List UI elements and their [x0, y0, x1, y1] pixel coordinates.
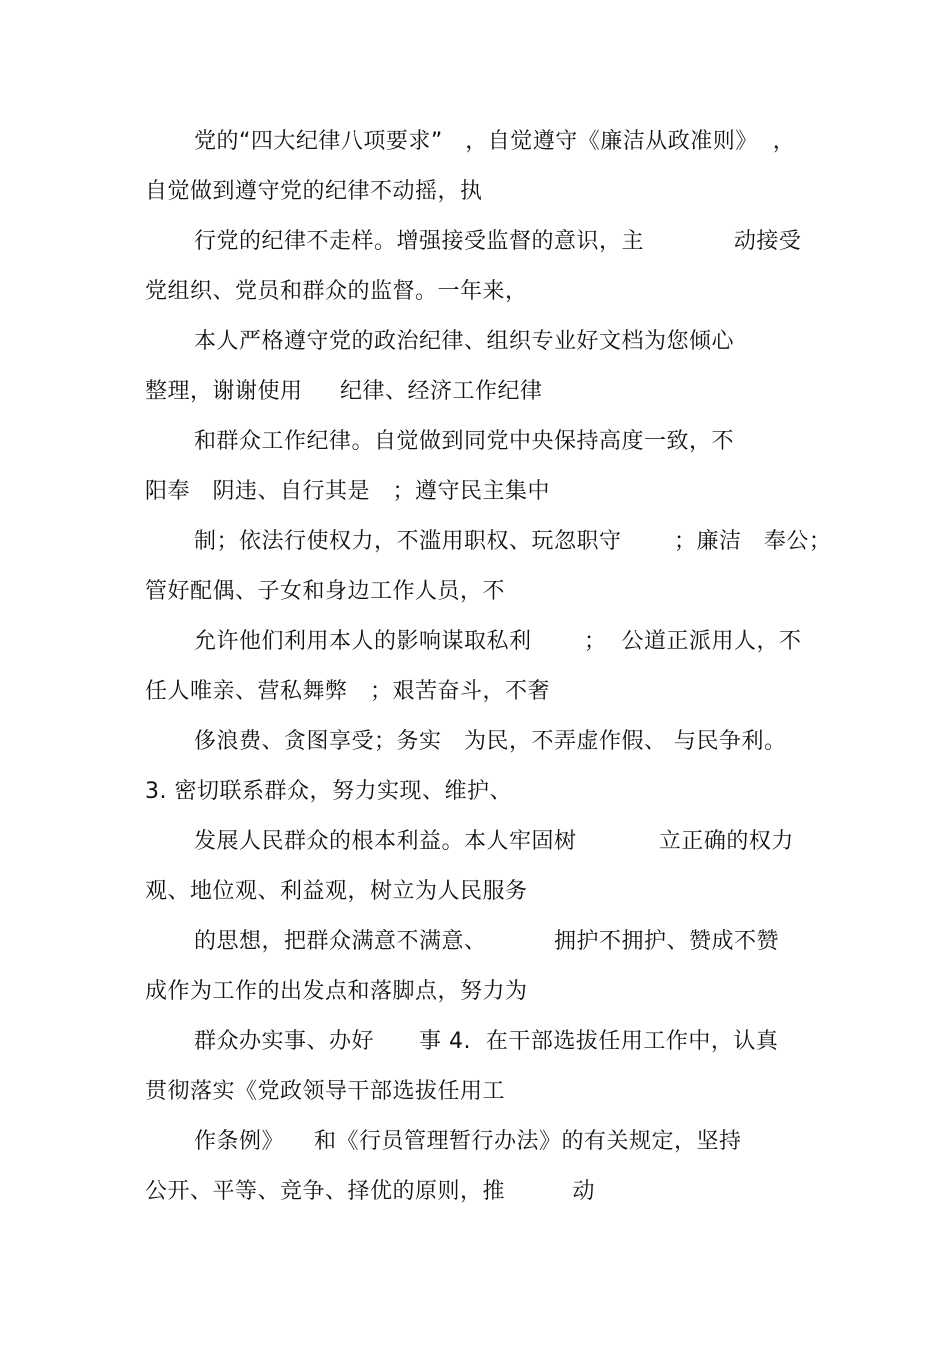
text-line: 本人严格遵守党的政治纪律、组织专业好文档为您倾心 [194, 329, 735, 354]
text-line: 行党的纪律不走样。增强接受监督的意识，主 动接受 [194, 229, 802, 254]
text-line: 党组织、党员和群众的监督。一年来， [145, 279, 528, 304]
text-line: 制；依法行使权力，不滥用职权、玩忽职守 ；廉洁 奉公； [194, 529, 832, 554]
text-line: 发展人民群众的根本利益。本人牢固树 立正确的权力 [194, 829, 794, 854]
text-line: 侈浪费、贪图享受；务实 为民，不弄虚作假、 与民争利。 [194, 729, 787, 754]
text-line: 阳奉 阴违、自行其是 ；遵守民主集中 [145, 479, 550, 504]
text-line: 允许他们利用本人的影响谋取私利 ； 公道正派用人，不 [194, 629, 802, 654]
text-line: 管好配偶、子女和身边工作人员，不 [145, 579, 506, 604]
text-line: 公开、平等、竞争、择优的原则，推 动 [145, 1179, 595, 1204]
text-line: 成作为工作的出发点和落脚点，努力为 [145, 979, 528, 1004]
text-line: 群众办实事、办好 事 4. 在干部选拔任用工作中，认真 [194, 1029, 779, 1054]
text-line: 3. 密切联系群众，努力实现、维护、 [145, 779, 512, 804]
text-line: 和群众工作纪律。自觉做到同党中央保持高度一致，不 [194, 429, 735, 454]
text-line: 整理，谢谢使用 纪律、经济工作纪律 [145, 379, 543, 404]
text-line: 任人唯亲、营私舞弊 ；艰苦奋斗，不奢 [145, 679, 550, 704]
text-line: 观、地位观、利益观，树立为人民服务 [145, 879, 528, 904]
text-line: 自觉做到遵守党的纪律不动摇，执 [145, 179, 483, 204]
text-line: 贯彻落实《党政领导干部选拔任用工 [145, 1079, 506, 1104]
text-line: 党的“四大纪律八项要求” ，自觉遵守《廉洁从政准则》 ， [194, 129, 796, 154]
text-line: 的思想，把群众满意不满意、 拥护不拥护、赞成不赞 [194, 929, 779, 954]
text-line: 作条例》 和《行员管理暂行办法》的有关规定，坚持 [194, 1129, 742, 1154]
